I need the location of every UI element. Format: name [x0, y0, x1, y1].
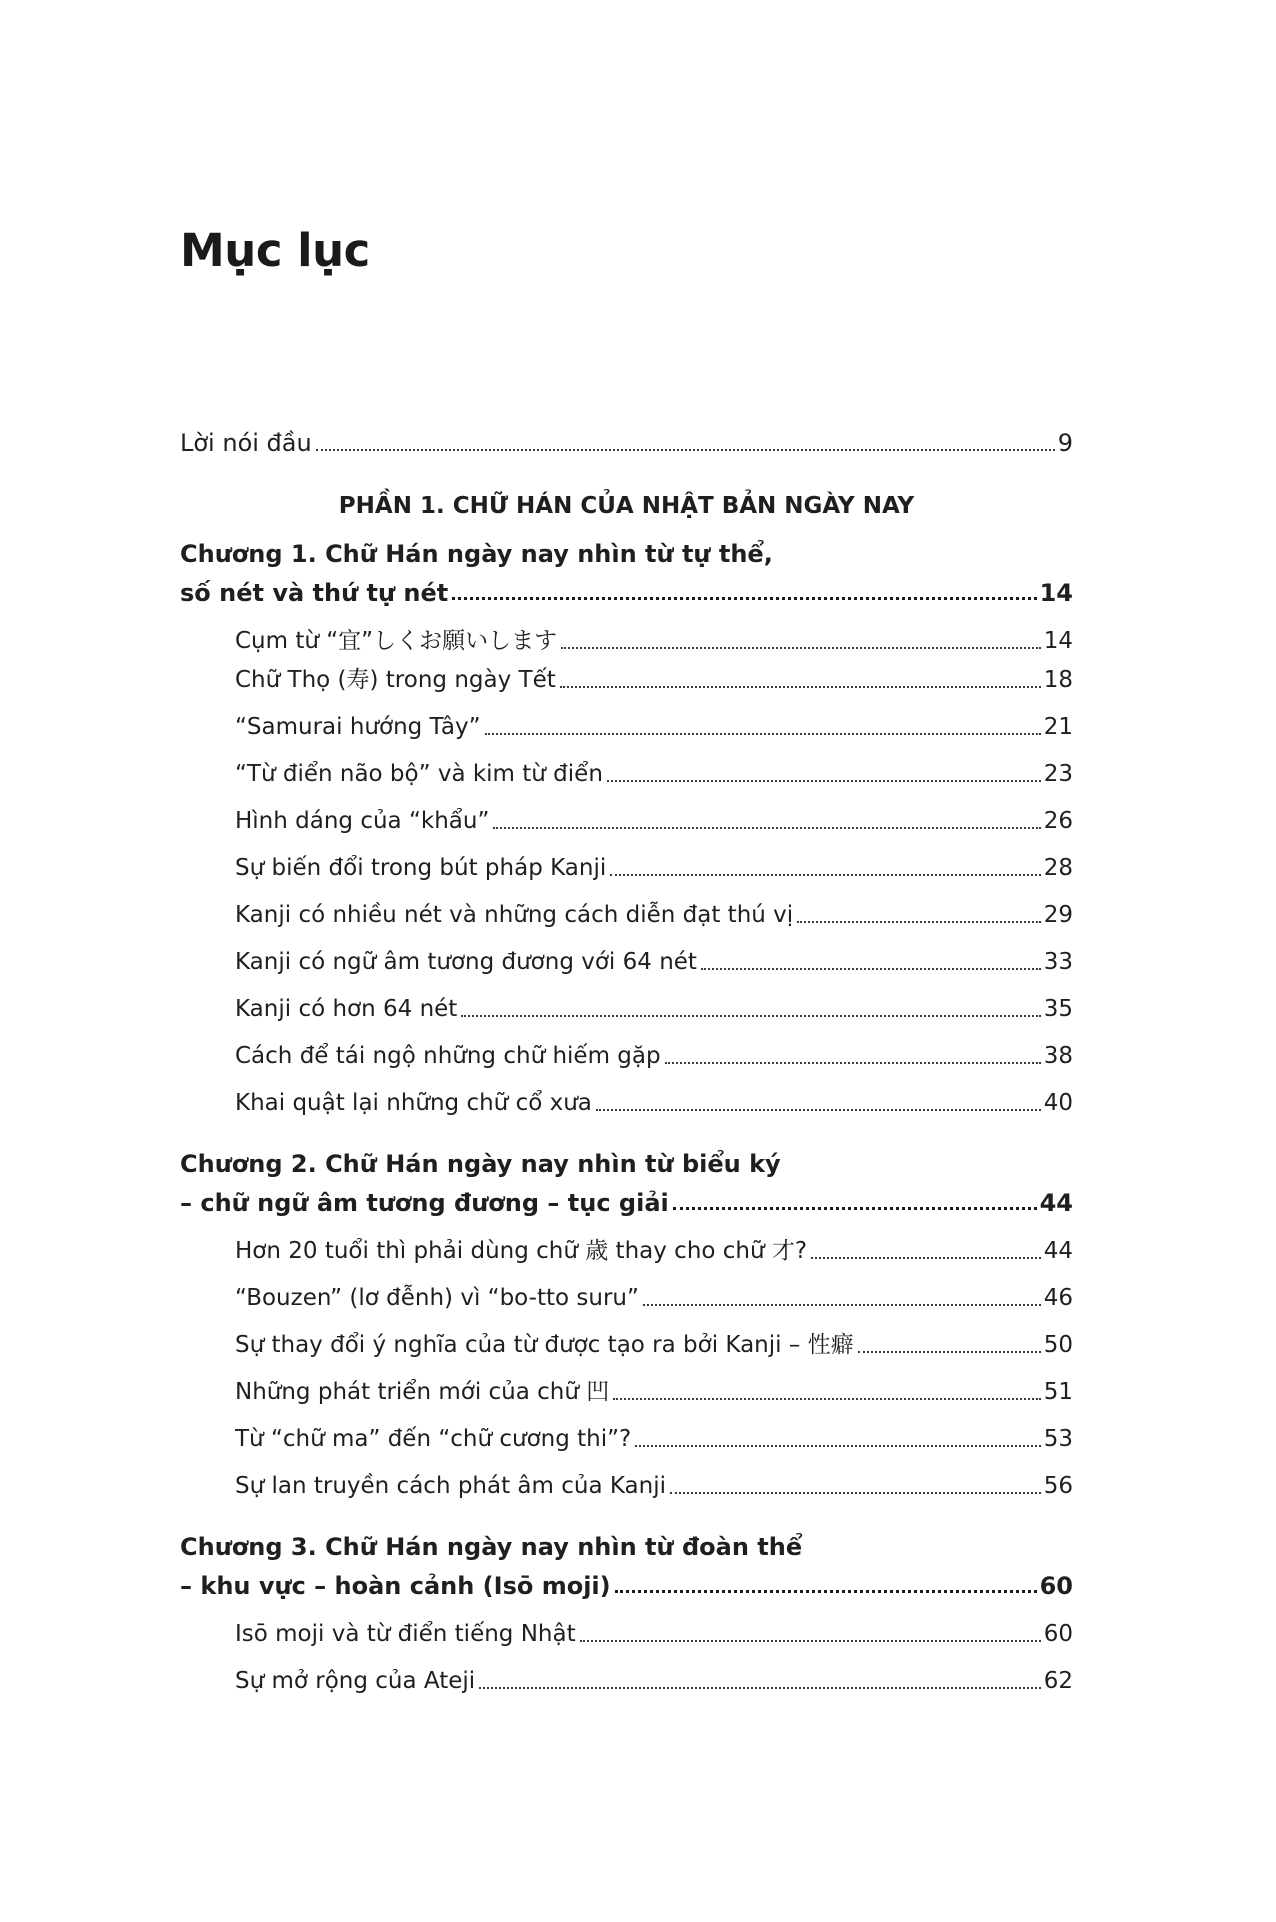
- page-title: Mục lục: [180, 224, 370, 277]
- toc-page-number: 44: [1039, 1189, 1073, 1217]
- toc-entry-label: Những phát triển mới của chữ 凹: [235, 1379, 610, 1405]
- toc-page-number: 56: [1043, 1473, 1073, 1499]
- toc-page-number: 23: [1043, 761, 1073, 787]
- toc-page-number: 44: [1043, 1238, 1073, 1264]
- dot-leader: [643, 1304, 1041, 1306]
- toc-entry[interactable]: [235, 749, 1073, 789]
- toc-page-number: 9: [1057, 429, 1073, 457]
- toc-page-number: 51: [1043, 1379, 1073, 1405]
- toc-page-number: 29: [1043, 902, 1073, 928]
- toc-entry-label: “Samurai hướng Tây”: [235, 714, 481, 740]
- toc-page-number: 35: [1043, 996, 1073, 1022]
- toc-page-number: 21: [1043, 714, 1073, 740]
- toc-entry-label: “Bouzen” (lơ đễnh) vì “bo-tto suru”: [235, 1285, 639, 1311]
- dot-leader: [610, 874, 1040, 876]
- toc-page-number: 53: [1043, 1426, 1073, 1452]
- toc-entry-label: Sự thay đổi ý nghĩa của từ được tạo ra bởi Kanji – 性癖: [235, 1332, 854, 1358]
- toc-entry[interactable]: [235, 1367, 1073, 1407]
- toc-entry[interactable]: [235, 702, 1073, 742]
- toc-entry[interactable]: [235, 1461, 1073, 1501]
- toc-entry[interactable]: [235, 1273, 1073, 1313]
- toc-entry[interactable]: [235, 890, 1073, 930]
- toc-entry-label: Cách để tái ngộ những chữ hiếm gặp: [235, 1043, 661, 1069]
- toc-entry-label: Sự lan truyền cách phát âm của Kanji: [235, 1473, 667, 1499]
- toc-entry-label: Chữ Thọ (寿) trong ngày Tết: [235, 667, 556, 693]
- toc-entry[interactable]: [235, 616, 1073, 656]
- dot-leader: [670, 1492, 1041, 1494]
- dot-leader: [561, 647, 1041, 649]
- chapter-title-line2: – khu vực – hoàn cảnh (Isō moji): [180, 1572, 611, 1600]
- dot-leader: [673, 1207, 1037, 1210]
- toc-page-number: 38: [1043, 1043, 1073, 1069]
- toc-entry-preface[interactable]: [180, 418, 1073, 458]
- toc-entry[interactable]: [235, 937, 1073, 977]
- toc-entry-label: Kanji có hơn 64 nét: [235, 996, 458, 1022]
- toc-entry-label: Sự mở rộng của Ateji: [235, 1668, 476, 1694]
- toc-entry[interactable]: [235, 1320, 1073, 1360]
- dot-leader: [665, 1062, 1041, 1064]
- toc-page-number: 18: [1043, 667, 1073, 693]
- chapter-title-line1: Chương 1. Chữ Hán ngày nay nhìn từ tự thể,: [180, 540, 773, 568]
- chapter-title-line2: số nét và thứ tự nét: [180, 579, 449, 607]
- dot-leader: [811, 1257, 1041, 1259]
- toc-page-number: 62: [1043, 1668, 1073, 1694]
- dot-leader: [797, 921, 1041, 923]
- toc-entry-label: Isō moji và từ điển tiếng Nhật: [235, 1621, 576, 1647]
- toc-entry-label: Kanji có nhiều nét và những cách diễn đạt thú vị: [235, 902, 794, 928]
- toc-entry-label: Hình dáng của “khẩu”: [235, 808, 490, 834]
- toc-entry[interactable]: [235, 843, 1073, 883]
- toc-entry[interactable]: [235, 655, 1073, 695]
- toc-entry-label: Sự biến đổi trong bút pháp Kanji: [235, 855, 607, 881]
- toc-entry-label: Khai quật lại những chữ cổ xưa: [235, 1090, 592, 1116]
- dot-leader: [615, 1590, 1037, 1593]
- toc-page-number: 46: [1043, 1285, 1073, 1311]
- toc-page-number: 60: [1043, 1621, 1073, 1647]
- dot-leader: [493, 827, 1040, 829]
- part-heading: PHẦN 1. CHỮ HÁN CỦA NHẬT BẢN NGÀY NAY: [338, 493, 915, 519]
- dot-leader: [485, 733, 1041, 735]
- dot-leader: [596, 1109, 1041, 1111]
- dot-leader: [461, 1015, 1040, 1017]
- toc-entry[interactable]: [235, 1414, 1073, 1454]
- toc-entry[interactable]: [235, 1226, 1073, 1266]
- toc-entry-label: Kanji có ngữ âm tương đương với 64 nét: [235, 949, 697, 975]
- dot-leader: [858, 1351, 1041, 1353]
- toc-page-number: 33: [1043, 949, 1073, 975]
- toc-entry-chapter-1[interactable]: [180, 568, 1073, 608]
- toc-entry[interactable]: [235, 1609, 1073, 1649]
- toc-entry-label: Từ “chữ ma” đến “chữ cương thi”?: [235, 1426, 632, 1452]
- toc-page-number: 60: [1039, 1572, 1073, 1600]
- toc-page-number: 50: [1043, 1332, 1073, 1358]
- toc-entry[interactable]: [235, 1078, 1073, 1118]
- chapter-title-line2: – chữ ngữ âm tương đương – tục giải: [180, 1189, 669, 1217]
- toc-entry-label: Lời nói đầu: [180, 429, 312, 457]
- toc-entry-label: Hơn 20 tuổi thì phải dùng chữ 歳 thay cho chữ 才?: [235, 1238, 808, 1264]
- toc-page-number: 26: [1043, 808, 1073, 834]
- toc-page-number: 14: [1039, 579, 1073, 607]
- dot-leader: [613, 1398, 1040, 1400]
- toc-entry[interactable]: [235, 984, 1073, 1024]
- toc-entry-chapter-2[interactable]: [180, 1178, 1073, 1218]
- toc-page-number: 28: [1043, 855, 1073, 881]
- toc-entry[interactable]: [235, 1656, 1073, 1696]
- chapter-title-line1: Chương 3. Chữ Hán ngày nay nhìn từ đoàn thể: [180, 1533, 803, 1561]
- toc-entry[interactable]: [235, 1031, 1073, 1071]
- toc-entry[interactable]: [235, 796, 1073, 836]
- toc-entry-label: Cụm từ “宜”しくお願いします: [235, 628, 558, 654]
- toc-entry-chapter-3[interactable]: [180, 1561, 1073, 1601]
- dot-leader: [580, 1640, 1041, 1642]
- toc-entry-label: “Từ điển não bộ” và kim từ điển: [235, 761, 603, 787]
- chapter-title-line1: Chương 2. Chữ Hán ngày nay nhìn từ biểu ký: [180, 1150, 781, 1178]
- dot-leader: [479, 1687, 1041, 1689]
- dot-leader: [607, 780, 1041, 782]
- dot-leader: [701, 968, 1041, 970]
- toc-page-number: 14: [1043, 628, 1073, 654]
- toc-page-number: 40: [1043, 1090, 1073, 1116]
- dot-leader: [635, 1445, 1040, 1447]
- dot-leader: [560, 686, 1041, 688]
- dot-leader: [316, 449, 1055, 451]
- dot-leader: [452, 597, 1036, 600]
